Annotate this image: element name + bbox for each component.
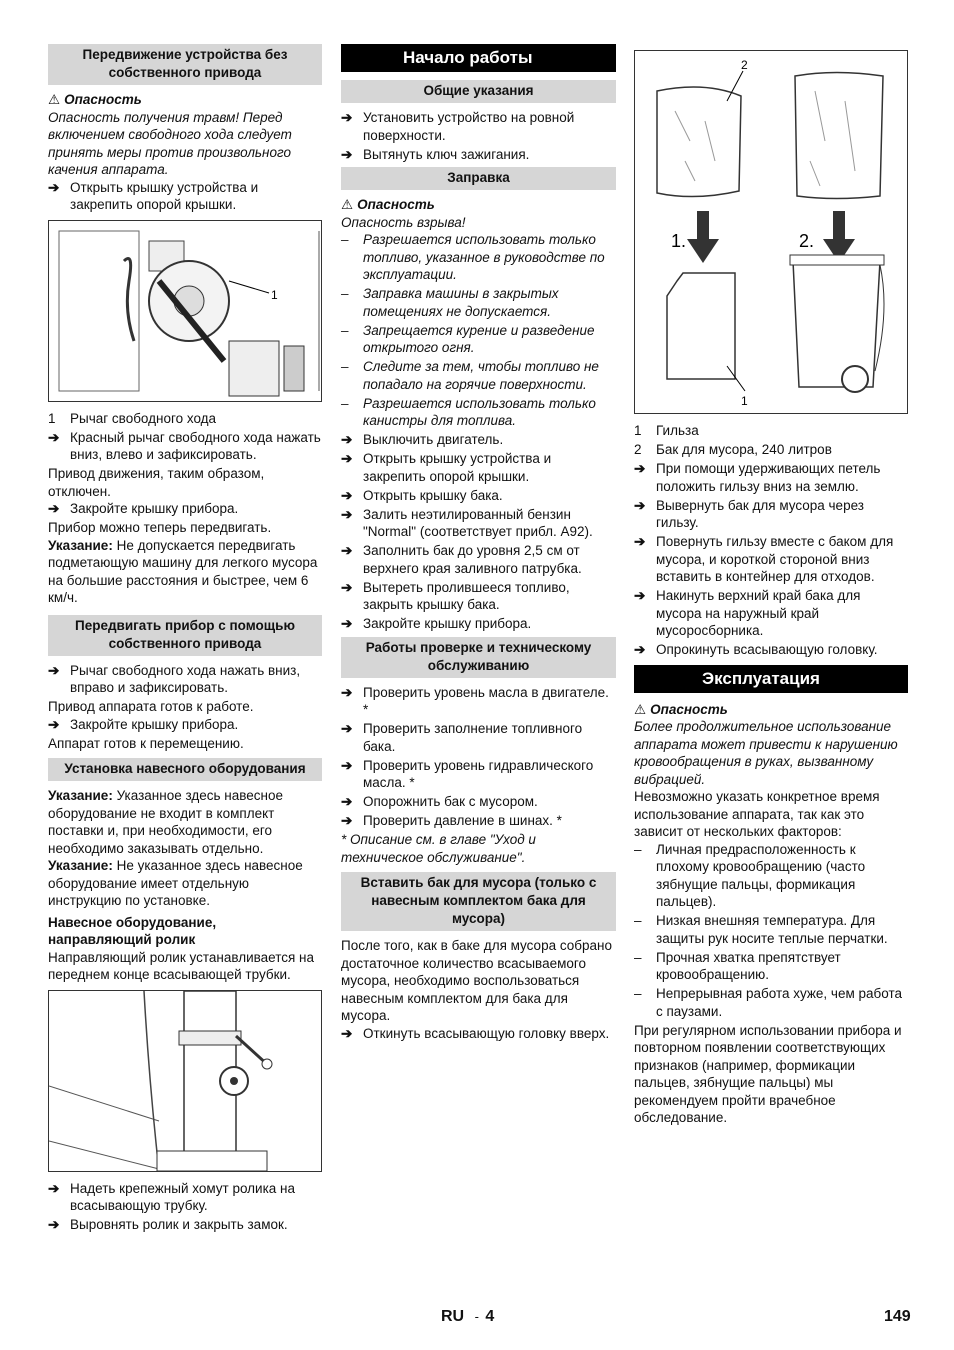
- step-item: ➔ Откинуть всасывающую головку вверх.: [341, 1025, 610, 1041]
- paragraph: Невозможно указать конкретное время использование аппарата, так как это зависит от нескольких факторов:: [634, 789, 880, 839]
- arrow-right-icon: ➔: [634, 461, 646, 476]
- step-item: ➔ Выровнять ролик и закрыть замок.: [48, 1217, 288, 1232]
- step-item: ➔ Рычаг свободного хода нажать вниз, вправо и зафиксировать.: [48, 662, 301, 695]
- arrow-right-icon: ➔: [341, 543, 353, 558]
- arrow-right-icon: ➔: [48, 501, 60, 516]
- figure-freewheel-lever: [48, 220, 322, 402]
- figure-waste-bin: [634, 50, 908, 414]
- arrow-right-icon: ➔: [341, 579, 353, 595]
- step-item: ➔ Открыть крышку устройства и закрепить опорой крышки.: [48, 179, 259, 212]
- heading-general: Общие указания: [341, 80, 616, 103]
- arrow-right-icon: ➔: [341, 451, 353, 466]
- arrow-right-icon: ➔: [48, 429, 60, 445]
- warning-triangle-icon: ⚠: [634, 701, 647, 717]
- danger-label: ⚠ Опасность: [341, 197, 435, 212]
- danger-text: Опасность взрыва!: [341, 214, 466, 230]
- figure-callout: 1: [271, 287, 278, 302]
- legend-item: 1 Рычаг свободного хода: [48, 410, 217, 426]
- figure-label: 1: [741, 394, 748, 408]
- step-item: ➔ Установить устройство на ровной поверхности.: [341, 110, 575, 143]
- heading-fuel: Заправка: [341, 167, 616, 190]
- arrow-right-icon: ➔: [341, 487, 353, 503]
- footnote: * Описание см. в главе "Уход и техническое обслуживание".: [341, 832, 536, 865]
- step-item: ➔ Проверить уровень гидравлического масла. *: [341, 757, 594, 790]
- arrow-right-icon: ➔: [341, 684, 353, 700]
- list-item: – Заправка машины в закрытых помещениях не допускается.: [341, 286, 559, 319]
- list-item: – Личная предрасположенность к плохому кровообращению (часто зябнущие пальцы, формикация пальцев).: [634, 841, 866, 909]
- legend-item: 1 Гильза: [634, 423, 699, 438]
- heading-insert-bin: Вставить бак для мусора (только с навесным комплектом бака для мусора): [341, 872, 616, 931]
- step-item: ➔ Выключить двигатель.: [341, 432, 504, 447]
- arrow-right-icon: ➔: [48, 179, 60, 195]
- list-item: – Следите за тем, чтобы топливо не попадало на горячие поверхности.: [341, 359, 599, 392]
- arrow-right-icon: ➔: [341, 506, 353, 522]
- arrow-right-icon: ➔: [341, 757, 353, 773]
- arrow-right-icon: ➔: [48, 1180, 60, 1196]
- arrow-right-icon: ➔: [634, 497, 646, 513]
- footer-language: RU - 4: [441, 1308, 495, 1325]
- step-item: ➔ Проверить давление в шинах. *: [341, 813, 562, 828]
- step-item: ➔ Повернуть гильзу вместе с баком для мусора, и короткой стороной вниз вставить в контейнер для отходов.: [634, 534, 894, 584]
- arrow-right-icon: ➔: [341, 721, 353, 736]
- list-item: – Низкая внешняя температура. Для защиты рук носите теплые перчатки.: [634, 913, 888, 946]
- legend-item: 2 Бак для мусора, 240 литров: [634, 442, 832, 457]
- list-item: – Прочная хватка препятствует кровообращению.: [634, 949, 841, 982]
- step-item: ➔ Вывернуть бак для мусора через гильзу.: [634, 497, 864, 530]
- arrow-right-icon: ➔: [48, 1217, 60, 1232]
- column-2: [341, 44, 616, 1044]
- step-number: 2.: [799, 231, 815, 251]
- arrow-right-icon: ➔: [341, 432, 353, 447]
- note: Указание: Указанное здесь навесное оборудование не входит в комплект поставки и, при необходимости, его необходимо заказывать отдельно.: [48, 788, 283, 856]
- step-item: ➔ При помощи удерживающих петель положить гильзу вниз на землю.: [634, 461, 881, 494]
- figure-guide-roller: [48, 990, 322, 1172]
- paragraph: При регулярном использовании прибора и повторном появлении соответствующих признаков (например, формикации пальцев, зябнущие пальцы) мы рекомендуем пройти врачебное обследование.: [634, 1022, 902, 1125]
- step-item: ➔ Опорожнить бак с мусором.: [341, 794, 538, 809]
- arrow-right-icon: ➔: [341, 794, 353, 809]
- step-item: ➔ Надеть крепежный хомут ролика на всасывающую трубку.: [48, 1180, 296, 1213]
- paragraph: Прибор можно теперь передвигать.: [48, 520, 272, 535]
- arrow-right-icon: ➔: [634, 642, 646, 657]
- paragraph: После того, как в баке для мусора собрано достаточное количество всасываемого мусора, необходимо воспользоваться навесным комплектом для бака для мусора.: [341, 938, 612, 1023]
- arrow-right-icon: ➔: [341, 1025, 353, 1041]
- step-item: ➔ Закройте крышку прибора.: [48, 716, 239, 732]
- arrow-right-icon: ➔: [48, 716, 60, 732]
- list-item: – Разрешается использовать только канистры для топлива.: [341, 395, 596, 428]
- list-item: – Непрерывная работа хуже, чем работа с паузами.: [634, 986, 903, 1019]
- heading-start: Начало работы: [341, 44, 616, 72]
- arrow-right-icon: ➔: [634, 534, 646, 549]
- note: Указание: Не указанное здесь навесное оборудование имеет отдельную инструкцию по установке.: [48, 858, 303, 908]
- step-item: ➔ Заполнить бак до уровня 2,5 см от верхнего края заливного патрубка.: [341, 543, 582, 576]
- figure-label: 2: [741, 58, 748, 72]
- arrow-right-icon: ➔: [48, 662, 60, 678]
- paragraph: Привод движения, таким образом, отключен.: [48, 466, 265, 499]
- page-number: 149: [884, 1308, 911, 1325]
- step-item: ➔ Красный рычаг свободного хода нажать вниз, влево и зафиксировать.: [48, 429, 321, 462]
- heading-maintenance-checks: Работы проверке и техническому обслуживанию: [341, 637, 616, 678]
- note: Указание: Не допускается передвигать подметающую машину для легкого мусора на большие расстояния и быстрее, чем 6 км/ч.: [48, 537, 318, 605]
- list-item: – Запрещается курение и разведение открытого огня.: [341, 322, 595, 355]
- step-item: ➔ Опрокинуть всасывающую головку.: [634, 642, 878, 657]
- danger-label: ⚠ Опасность: [634, 701, 728, 717]
- arrow-right-icon: ➔: [634, 588, 646, 603]
- step-item: ➔ Закройте крышку прибора.: [341, 616, 532, 631]
- arrow-right-icon: ➔: [341, 110, 353, 125]
- paragraph: Направляющий ролик устанавливается на переднем конце всасывающей трубки.: [48, 949, 315, 982]
- subheading-roller: Навесное оборудование, направляющий ролик: [48, 914, 217, 947]
- step-item: ➔ Проверить уровень масла в двигателе. *: [341, 684, 609, 717]
- paragraph: Аппарат готов к перемещению.: [48, 735, 244, 751]
- heading-move-no-drive: Передвижение устройства без собственного привода: [48, 44, 322, 85]
- step-item: ➔ Вытянуть ключ зажигания.: [341, 146, 530, 162]
- arrow-right-icon: ➔: [341, 616, 353, 631]
- heading-move-drive: Передвигать прибор с помощью собственного привода: [48, 615, 322, 656]
- arrow-right-icon: ➔: [341, 813, 353, 828]
- step-item: ➔ Проверить заполнение топливного бака.: [341, 721, 583, 754]
- list-item: – Разрешается использовать только топливо, указанное в руководстве по эксплуатации.: [341, 232, 605, 282]
- paragraph: Привод аппарата готов к работе.: [48, 699, 254, 714]
- step-item: ➔ Закройте крышку прибора.: [48, 501, 239, 516]
- step-item: ➔ Залить неэтилированный бензин "Normal" (соответствует прибл. A92).: [341, 506, 593, 539]
- step-item: ➔ Открыть крышку бака.: [341, 487, 503, 503]
- heading-attachments: Установка навесного оборудования: [48, 758, 322, 781]
- heading-operation: Эксплуатация: [634, 665, 908, 693]
- warning-triangle-icon: ⚠: [341, 197, 354, 212]
- step-item: ➔ Накинуть верхний край бака для мусора на наружный край мусоросборника.: [634, 588, 861, 638]
- danger-label: ⚠ Опасность: [48, 92, 142, 107]
- danger-text: Более продолжительное использование аппарата может привести к нарушению кровообращения в руках, вызванному вибрацией.: [634, 719, 898, 787]
- step-item: ➔ Открыть крышку устройства и закрепить опорой крышки.: [341, 451, 552, 484]
- step-item: ➔ Вытереть пролившееся топливо, закрыть крышку бака.: [341, 579, 570, 612]
- column-1: [48, 44, 322, 1235]
- column-3: [634, 44, 908, 1127]
- arrow-right-icon: ➔: [341, 146, 353, 162]
- warning-triangle-icon: ⚠: [48, 92, 61, 107]
- danger-text: Опасность получения травм! Перед включением свободного хода следует принять меры против произвольного качения аппарата.: [48, 109, 292, 177]
- step-number: 1.: [671, 231, 687, 251]
